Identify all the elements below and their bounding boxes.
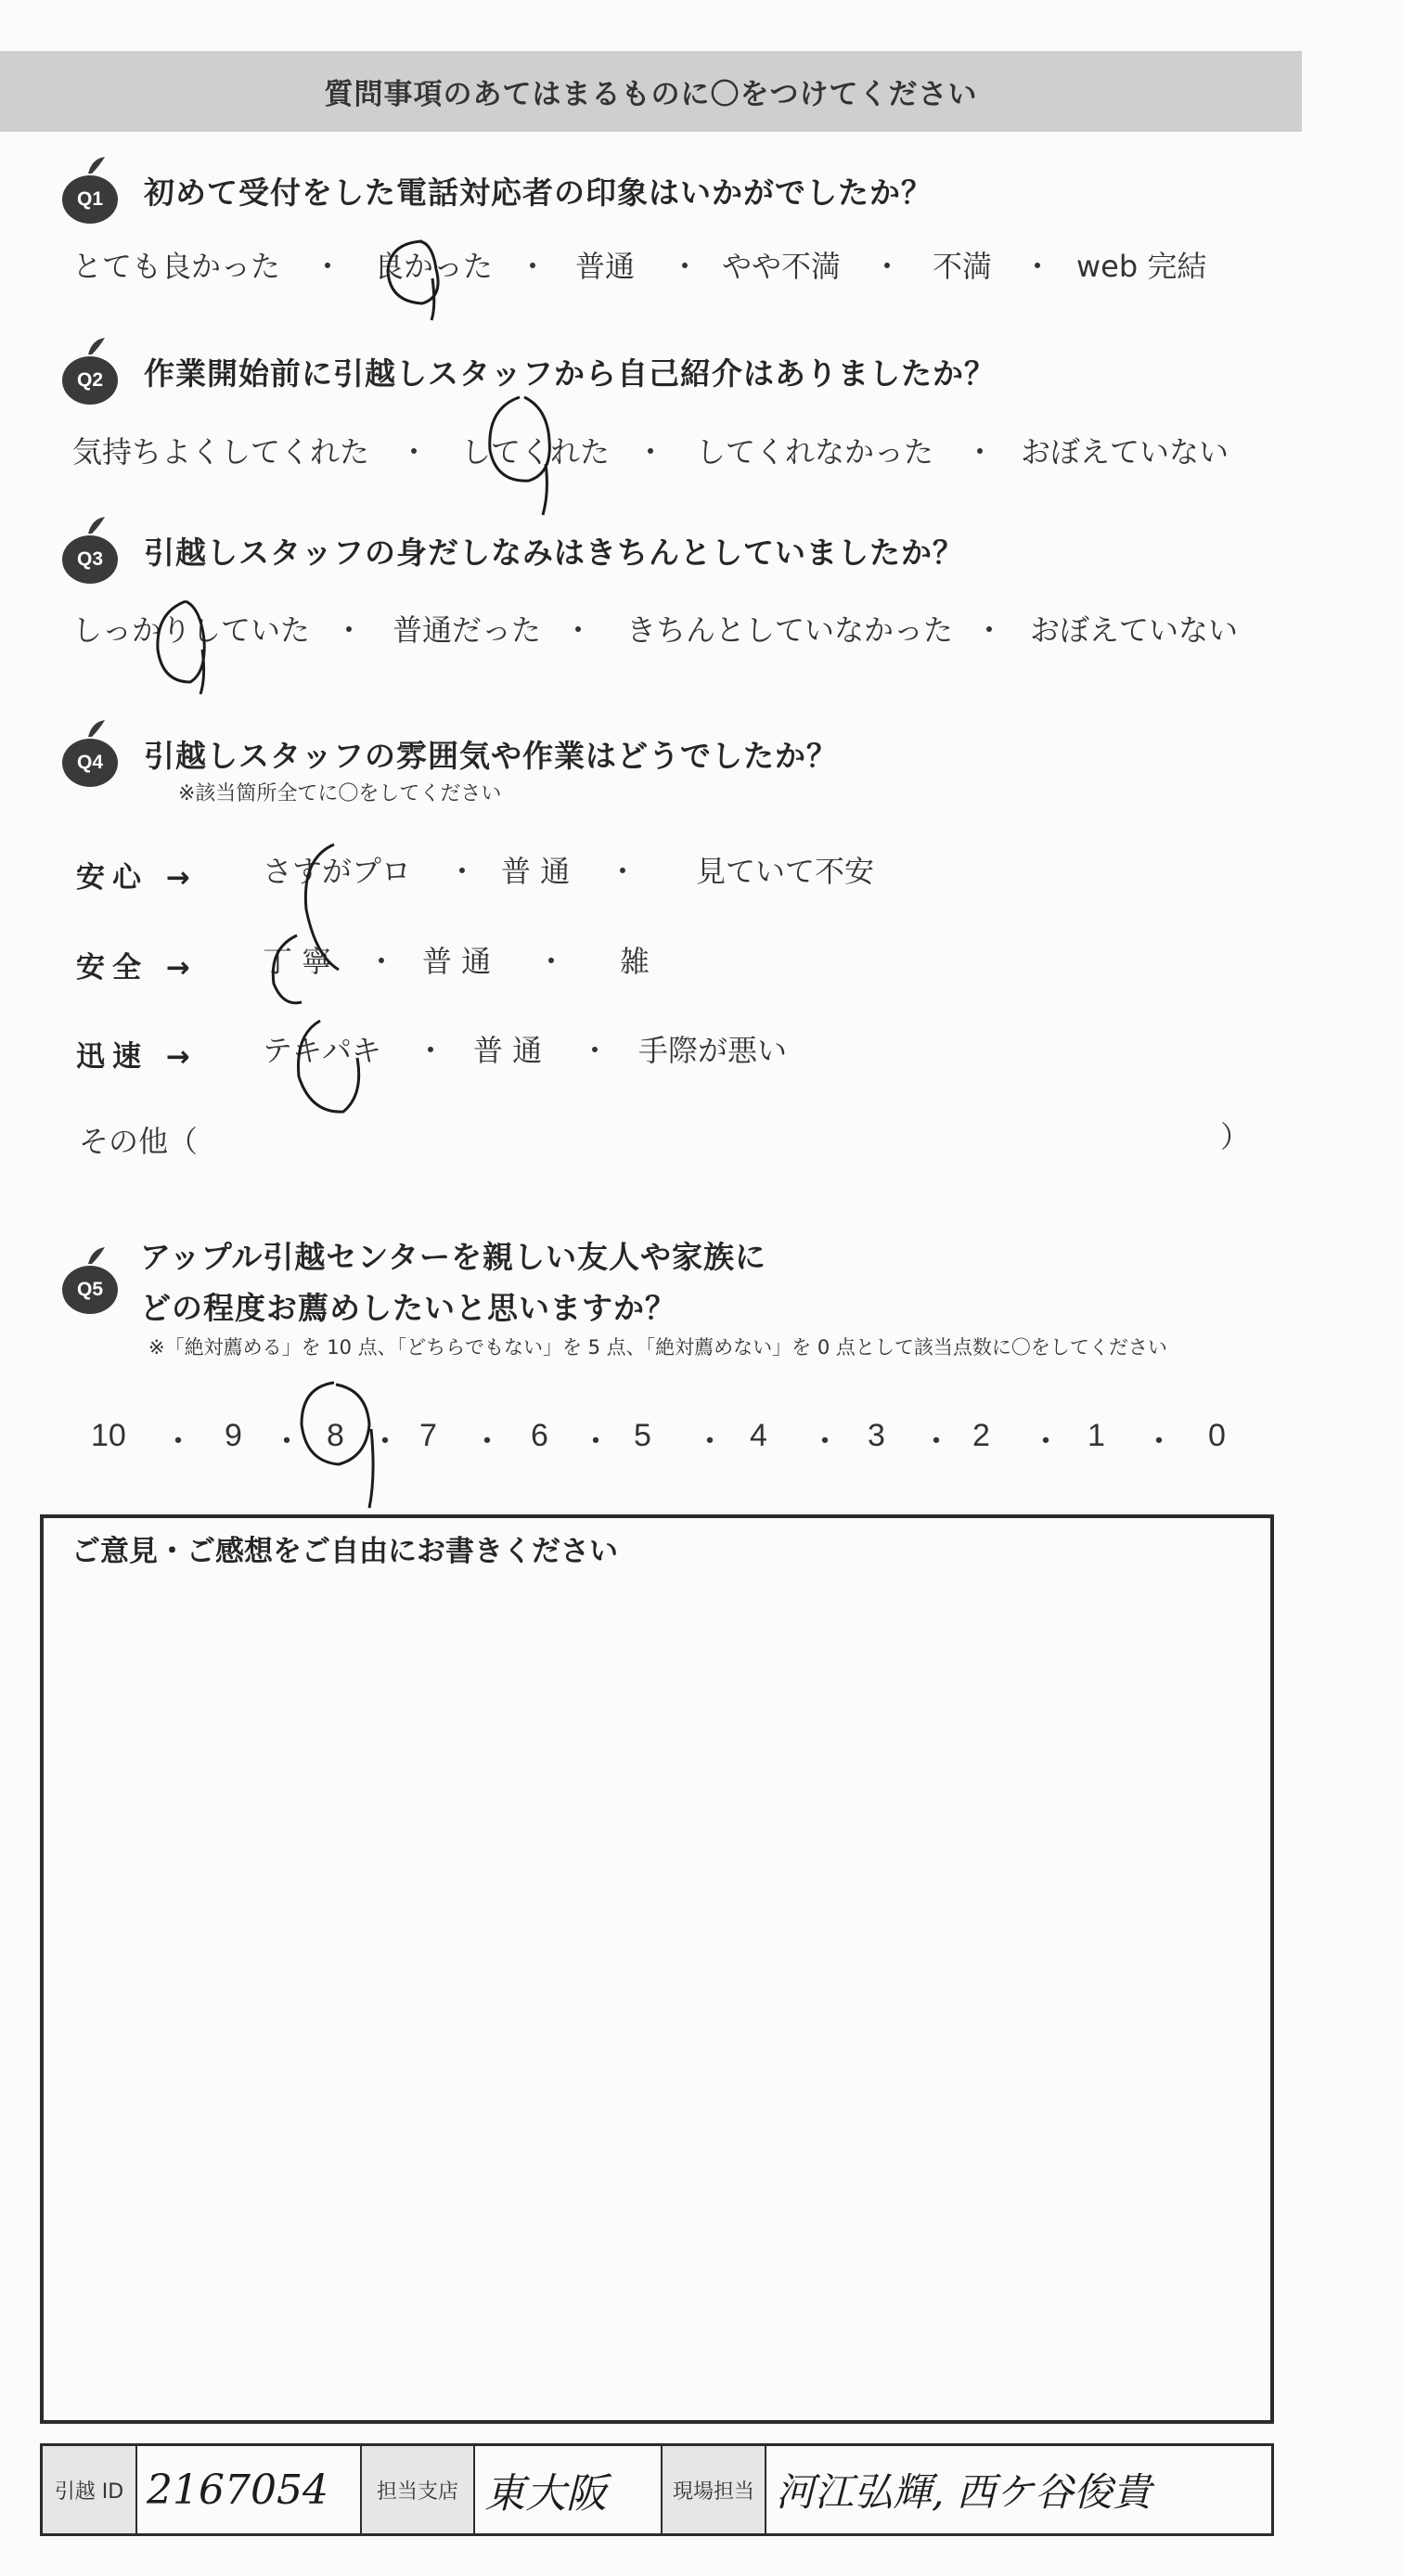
- q4-anzen-option-2[interactable]: 普 通: [422, 944, 492, 979]
- branch-value-cell[interactable]: [475, 2446, 663, 2533]
- score-6[interactable]: 6: [531, 1418, 548, 1453]
- q4-jinsoku-option-1[interactable]: テキパキ: [263, 1033, 382, 1068]
- q2-badge: [51, 334, 129, 408]
- q3-option-3[interactable]: きちんとしていなかった: [626, 612, 954, 648]
- score-9[interactable]: 9: [225, 1418, 242, 1453]
- q4-badge: [51, 716, 129, 791]
- q4-badge-label: Q4: [76, 752, 103, 773]
- separator-dot: ・: [920, 1424, 952, 1460]
- q4-note: ※該当箇所全てに〇をしてください: [178, 782, 502, 805]
- q4-jinsoku-option-3[interactable]: 手際が悪い: [638, 1033, 788, 1068]
- separator-dot: ・: [1030, 1424, 1062, 1460]
- separator-dot: ・: [580, 1033, 611, 1068]
- id-value-cell[interactable]: [137, 2446, 362, 2533]
- q4-anshin-option-1[interactable]: さすがプロ: [263, 854, 412, 889]
- q5-badge: [51, 1243, 129, 1318]
- separator-dot: ・: [974, 612, 1005, 648]
- q1-option-6[interactable]: web 完結: [1076, 249, 1207, 284]
- q4-jinsoku-option-2[interactable]: 普 通: [473, 1033, 543, 1068]
- score-8[interactable]: 8: [327, 1418, 344, 1453]
- separator-dot: ・: [809, 1424, 841, 1460]
- separator-dot: ・: [636, 434, 666, 470]
- separator-dot: ・: [367, 944, 397, 979]
- separator-dot: ・: [399, 434, 430, 470]
- q3-option-4[interactable]: おぼえていない: [1030, 612, 1239, 648]
- separator-dot: ・: [694, 1424, 726, 1460]
- q3-text: 引越しスタッフの身だしなみはきちんとしていましたか？: [144, 534, 964, 571]
- q4-row-anzen-label: 安全 →: [76, 951, 198, 985]
- q2-option-2[interactable]: してくれた: [461, 434, 611, 470]
- q5-text-line1: アップル引越センターを親しい友人や家族に: [140, 1239, 767, 1275]
- q3-badge: [51, 513, 129, 587]
- staff-value: 河江弘輝, 西ケ谷俊貴: [776, 2469, 1152, 2515]
- q4-anzen-option-3[interactable]: 雑: [620, 944, 650, 979]
- q1-text: 初めて受付をした電話対応者の印象はいかがでしたか？: [144, 174, 933, 211]
- q1-badge: [51, 153, 129, 227]
- branch-value: 東大阪: [484, 2470, 607, 2518]
- q5-text-line2: どの程度お薦めしたいと思いますか？: [140, 1290, 676, 1326]
- question-5: [51, 1239, 767, 1326]
- comments-title: ご意見・ご感想をご自由にお書きください: [71, 1535, 618, 1568]
- q1-option-5[interactable]: 不満: [933, 249, 993, 284]
- separator-dot: ・: [563, 612, 594, 648]
- separator-dot: ・: [162, 1424, 194, 1460]
- separator-dot: ・: [965, 434, 996, 470]
- separator-dot: ・: [447, 854, 478, 889]
- q1-option-3[interactable]: 普通: [575, 249, 636, 284]
- footer-table: [40, 2443, 1274, 2536]
- q4-other-close: ）: [1220, 1119, 1251, 1154]
- q5-badge-label: Q5: [76, 1279, 103, 1300]
- score-10[interactable]: 10: [91, 1418, 126, 1453]
- q4-row-anshin-label: 安心 →: [76, 861, 198, 895]
- q1-option-1[interactable]: とても良かった: [72, 249, 281, 284]
- id-value: 2167054: [147, 2466, 328, 2514]
- page-header: 質問事項のあてはまるものに〇をつけてください: [0, 51, 1302, 132]
- q5-note: ※「絶対薦める」を 10 点、「どちらでもない」を 5 点、「絶対薦めない」を 0 点として該当点数に〇をしてください: [148, 1336, 1167, 1359]
- q1-badge-label: Q1: [76, 188, 103, 210]
- q2-badge-label: Q2: [76, 369, 103, 391]
- q4-anshin-option-3[interactable]: 見ていて不安: [696, 854, 875, 889]
- separator-dot: ・: [471, 1424, 503, 1460]
- separator-dot: ・: [608, 854, 638, 889]
- q2-option-4[interactable]: おぼえていない: [1021, 434, 1229, 470]
- q4-text: 引越しスタッフの雰囲気や作業はどうでしたか？: [144, 737, 838, 774]
- staff-label-cell: [663, 2446, 766, 2533]
- staff-label: 現場担当: [663, 2446, 765, 2533]
- score-3[interactable]: 3: [868, 1418, 885, 1453]
- staff-value-cell[interactable]: [766, 2446, 1271, 2533]
- question-2: [51, 334, 996, 408]
- q3-option-2[interactable]: 普通だった: [393, 612, 542, 648]
- separator-dot: ・: [313, 249, 343, 284]
- q1-option-4[interactable]: やや不満: [722, 249, 842, 284]
- id-label: 引越 ID: [43, 2446, 135, 2533]
- separator-dot: ・: [1143, 1424, 1175, 1460]
- q4-other-label: その他（: [79, 1124, 199, 1159]
- score-5[interactable]: 5: [634, 1418, 651, 1453]
- q2-option-3[interactable]: してくれなかった: [696, 434, 934, 470]
- q4-anzen-option-1[interactable]: 丁 寧: [263, 944, 332, 979]
- q2-text: 作業開始前に引越しスタッフから自己紹介はありましたか？: [144, 354, 996, 392]
- separator-dot: ・: [1023, 249, 1053, 284]
- branch-label-cell: [362, 2446, 475, 2533]
- score-7[interactable]: 7: [419, 1418, 437, 1453]
- separator-dot: ・: [536, 944, 567, 979]
- score-0[interactable]: 0: [1208, 1418, 1226, 1453]
- separator-dot: ・: [416, 1033, 446, 1068]
- separator-dot: ・: [872, 249, 903, 284]
- score-4[interactable]: 4: [750, 1418, 767, 1453]
- separator-dot: ・: [369, 1424, 401, 1460]
- question-3: [51, 513, 964, 587]
- separator-dot: ・: [271, 1424, 302, 1460]
- branch-label: 担当支店: [362, 2446, 473, 2533]
- q2-option-1[interactable]: 気持ちよくしてくれた: [72, 434, 370, 470]
- separator-dot: ・: [334, 612, 365, 648]
- q4-anshin-option-2[interactable]: 普 通: [501, 854, 571, 889]
- separator-dot: ・: [580, 1424, 611, 1460]
- q3-option-1[interactable]: しっかりしていた: [72, 612, 311, 648]
- score-1[interactable]: 1: [1088, 1418, 1105, 1453]
- comments-box[interactable]: [40, 1514, 1274, 2424]
- separator-dot: ・: [670, 249, 701, 284]
- score-2[interactable]: 2: [972, 1418, 990, 1453]
- id-label-cell: [43, 2446, 137, 2533]
- separator-dot: ・: [518, 249, 548, 284]
- question-1: [51, 153, 933, 227]
- q1-option-2[interactable]: 良かった: [374, 249, 494, 284]
- q3-badge-label: Q3: [76, 548, 103, 570]
- q4-row-jinsoku-label: 迅速 →: [76, 1040, 198, 1074]
